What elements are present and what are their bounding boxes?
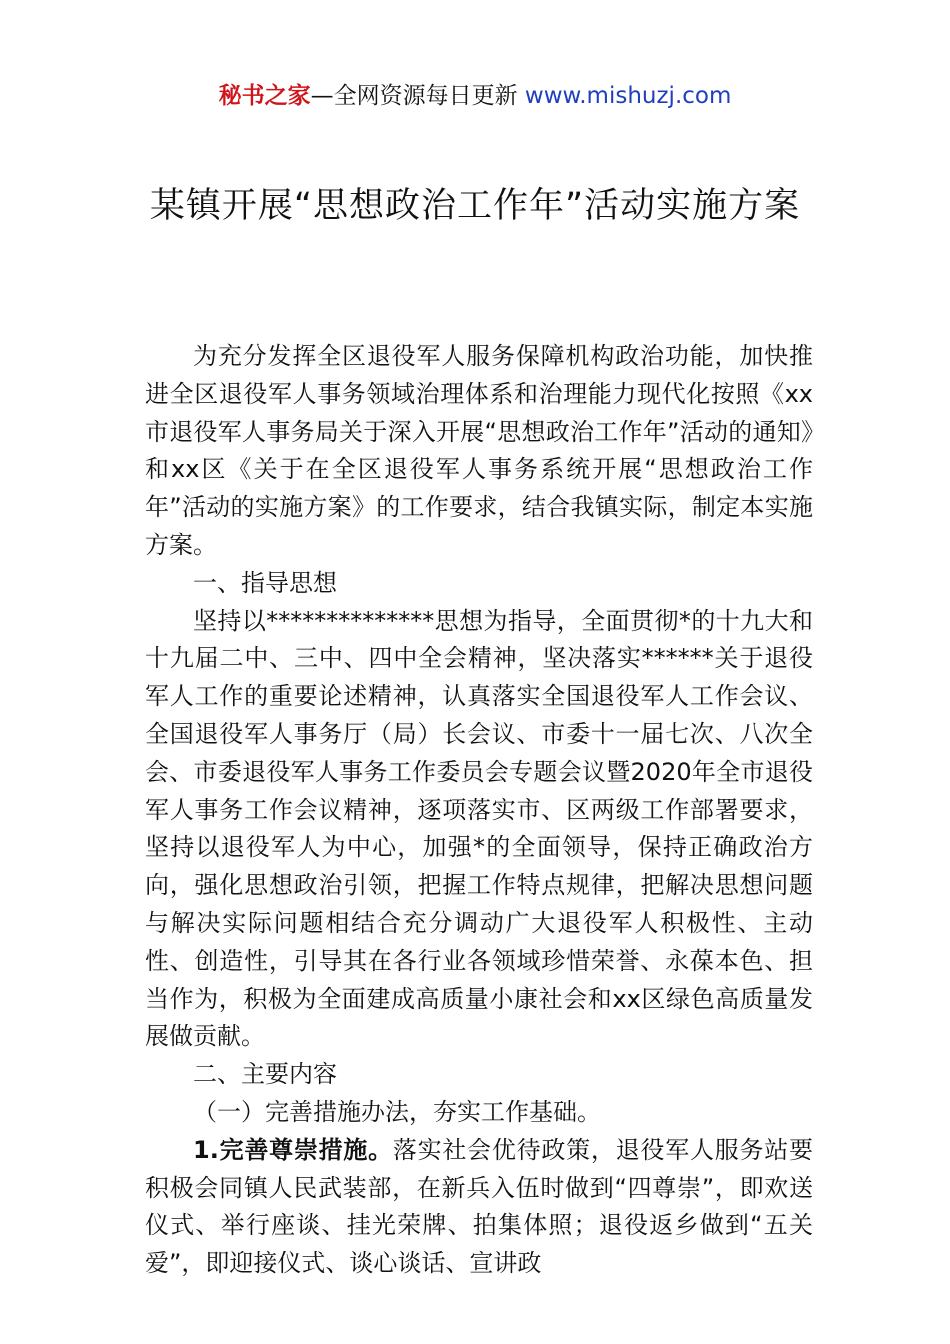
- site-url-link[interactable]: www.mishuzj.com: [524, 83, 732, 109]
- subsection-heading-measures: （一）完善措施办法，夯实工作基础。: [193, 1097, 601, 1126]
- item-text-respect-measures: 落实社会优待政策，退役军人服务站要积极会同镇人民武装部，在新兵入伍时做到“四尊崇”，即欢送仪式、举行座谈、挂光荣牌、拍集体照；退役返乡做到“五关爱”，即迎接仪式、谈心谈话、宣讲政: [145, 1135, 813, 1278]
- document-title: 某镇开展“思想政治工作年”活动实施方案: [149, 186, 801, 226]
- brand-name: 秘书之家: [218, 83, 311, 109]
- guiding-thought-paragraph: 坚持以**************思想为指导，全面贯彻*的十九大和十九届二中、三中、四中全会精神，坚决落实******关于退役军人工作的重要论述精神，认真落实全国退役军人工作会议、全国退役军人事务厅（局）长会议、市委十一届七次、八次全会、市委退役军人事务工作委员会专题会议暨2020年全市退役军人事务工作会议精神，逐项落实市、区两级工作部署要求，坚持以退役军人为中心，加强*的全面领导，保持正确政治方向，强化思想政治引领，把握工作特点规律，把解决思想问题与解决实际问题相结合充分调动广大退役军人积极性、主动性、创造性，引导其在各行业各领域珍惜荣誉、永葆本色、担当作为，积极为全面建成高质量小康社会和xx区绿色高质量发展做贡献。: [145, 606, 813, 1051]
- header-tagline: —全网资源每日更新: [310, 83, 518, 109]
- item-lead-respect-measures: 1.完善尊崇措施。: [193, 1135, 393, 1164]
- document-body: [145, 338, 813, 1283]
- section-heading-main-content: 二、主要内容: [193, 1060, 337, 1089]
- item-paragraph-respect-measures: [145, 1132, 813, 1283]
- section-heading-guiding-thought: 一、指导思想: [193, 568, 337, 597]
- intro-paragraph: 为充分发挥全区退役军人服务保障机构政治功能，加快推进全区退役军人事务领域治理体系和治理能力现代化按照《xx市退役军人事务局关于深入开展“思想政治工作年”活动的通知》和xx区《关于在全区退役军人事务系统开展“思想政治工作年”活动的实施方案》的工作要求，结合我镇实际，制定本实施方案。: [145, 342, 813, 559]
- site-header: [0, 80, 950, 112]
